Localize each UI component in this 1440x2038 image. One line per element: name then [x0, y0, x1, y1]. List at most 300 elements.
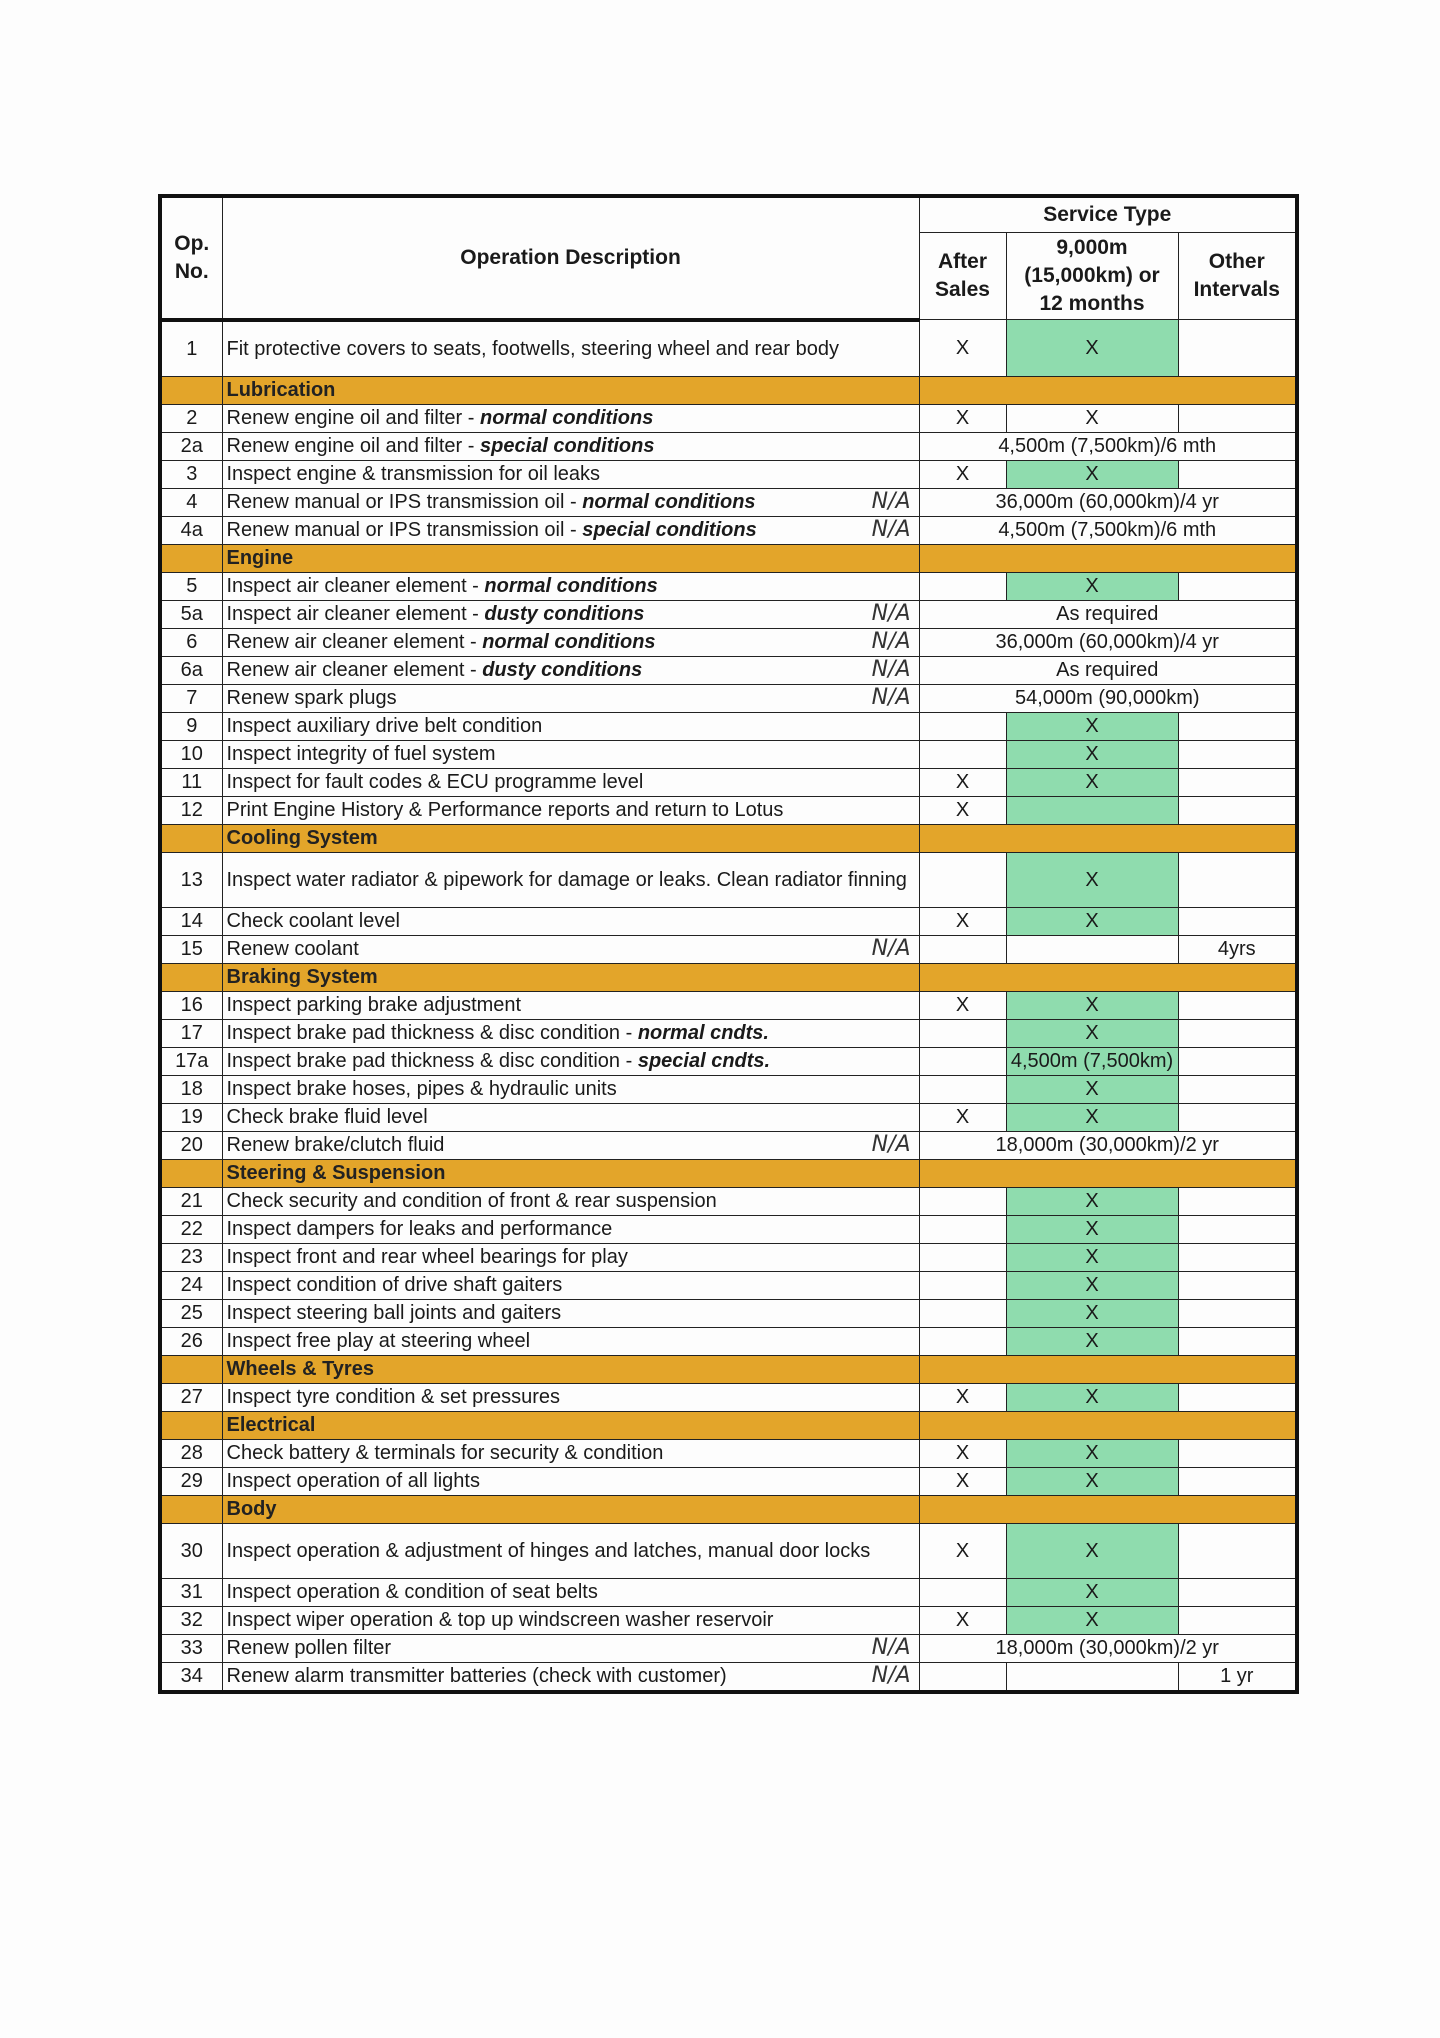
table-row: [160, 712, 1297, 740]
section-header-row: [160, 1411, 1297, 1439]
interval-span-cell: As required: [919, 600, 1297, 628]
other-interval-mark: [1178, 852, 1297, 907]
other-interval-mark: [1178, 712, 1297, 740]
op-number: 24: [160, 1271, 222, 1299]
operation-description: [222, 320, 919, 377]
service-9000-mark: X: [1006, 1019, 1178, 1047]
operation-description: [222, 1299, 919, 1327]
description-text: Inspect front and rear wheel bearings for play: [226, 1246, 628, 1268]
section-header-row: [160, 963, 1297, 991]
operation-description: [222, 1019, 919, 1047]
other-interval-mark: [1178, 1467, 1297, 1495]
other-interval-mark: [1178, 907, 1297, 935]
operation-description: [222, 600, 919, 628]
after-sales-mark: [919, 1327, 1006, 1355]
after-sales-mark: [919, 852, 1006, 907]
description-text: Inspect wiper operation & top up windscreen washer reservoir: [226, 1609, 774, 1631]
schedule-body: [160, 320, 1297, 1692]
section-header-row: [160, 1495, 1297, 1523]
table-row: [160, 320, 1297, 377]
handwritten-na-note: N/A: [871, 628, 911, 654]
operation-description: [222, 991, 919, 1019]
op-number: 17: [160, 1019, 222, 1047]
op-number: 2a: [160, 432, 222, 460]
description-text: Renew alarm transmitter batteries (check with customer): [226, 1665, 727, 1687]
description-text: Inspect air cleaner element -: [226, 575, 485, 597]
table-row: [160, 600, 1297, 628]
service-9000-mark: [1006, 796, 1178, 824]
description-text: Inspect operation & adjustment of hinges and latches, manual door locks: [226, 1539, 871, 1562]
table-row: [160, 1047, 1297, 1075]
after-sales-mark: X: [919, 1439, 1006, 1467]
after-sales-mark: [919, 572, 1006, 600]
section-fill-cell: [919, 1355, 1297, 1383]
op-number: 9: [160, 712, 222, 740]
service-9000-mark: [1006, 1662, 1178, 1692]
operation-description: [222, 1578, 919, 1606]
description-text: Renew engine oil and filter -: [226, 407, 480, 429]
op-number: 18: [160, 1075, 222, 1103]
other-interval-mark: [1178, 320, 1297, 377]
description-text: Renew manual or IPS transmission oil -: [226, 491, 583, 513]
service-9000-mark: X: [1006, 1075, 1178, 1103]
other-interval-mark: [1178, 572, 1297, 600]
interval-span-cell: 36,000m (60,000km)/4 yr: [919, 488, 1297, 516]
description-text: Renew coolant: [226, 938, 359, 960]
condition-qualifier: special conditions: [582, 519, 757, 541]
table-row: [160, 991, 1297, 1019]
after-sales-mark: X: [919, 1467, 1006, 1495]
operation-description: [222, 1103, 919, 1131]
op-number: 20: [160, 1131, 222, 1159]
after-sales-mark: X: [919, 1523, 1006, 1578]
handwritten-na-note: N/A: [871, 684, 911, 710]
table-row: [160, 768, 1297, 796]
op-number: 25: [160, 1299, 222, 1327]
section-header-row: [160, 376, 1297, 404]
table-row: [160, 1131, 1297, 1159]
op-number: 13: [160, 852, 222, 907]
table-row: [160, 1271, 1297, 1299]
operation-description: [222, 488, 919, 516]
table-row: [160, 1075, 1297, 1103]
op-number: 21: [160, 1187, 222, 1215]
after-sales-mark: X: [919, 907, 1006, 935]
section-label: Engine: [222, 544, 919, 572]
service-9000-mark: X: [1006, 1271, 1178, 1299]
condition-qualifier: dusty conditions: [482, 659, 643, 681]
operation-description: [222, 1634, 919, 1662]
table-row: [160, 1578, 1297, 1606]
service-9000-mark: X: [1006, 1467, 1178, 1495]
other-interval-mark: [1178, 1075, 1297, 1103]
other-interval-mark: [1178, 1215, 1297, 1243]
section-header-row: [160, 1355, 1297, 1383]
description-text: Inspect dampers for leaks and performance: [226, 1218, 613, 1240]
other-interval-mark: [1178, 1439, 1297, 1467]
operation-description: [222, 1606, 919, 1634]
after-sales-mark: [919, 1047, 1006, 1075]
section-fill-cell: [919, 1159, 1297, 1187]
other-interval-mark: [1178, 1187, 1297, 1215]
service-9000-mark: 4,500m (7,500km): [1006, 1047, 1178, 1075]
operation-description: [222, 1523, 919, 1578]
operation-description: [222, 1075, 919, 1103]
description-text: Renew brake/clutch fluid: [226, 1134, 445, 1156]
condition-qualifier: normal cndts.: [637, 1022, 769, 1044]
table-row: [160, 1606, 1297, 1634]
service-9000-mark: X: [1006, 852, 1178, 907]
service-9000-mark: X: [1006, 907, 1178, 935]
description-text: Check coolant level: [226, 910, 400, 932]
other-interval-mark: [1178, 1606, 1297, 1634]
table-row: [160, 1103, 1297, 1131]
service-9000-mark: X: [1006, 768, 1178, 796]
condition-qualifier: special cndts.: [637, 1050, 771, 1072]
other-interval-mark: [1178, 1523, 1297, 1578]
section-fill-cell: [919, 1495, 1297, 1523]
op-number: 4a: [160, 516, 222, 544]
op-number: 23: [160, 1243, 222, 1271]
op-number: 14: [160, 907, 222, 935]
after-sales-mark: X: [919, 320, 1006, 377]
table-row: [160, 628, 1297, 656]
after-sales-mark: [919, 1578, 1006, 1606]
after-sales-mark: [919, 1187, 1006, 1215]
after-sales-mark: X: [919, 1606, 1006, 1634]
section-blank-cell: [160, 963, 222, 991]
after-sales-mark: X: [919, 460, 1006, 488]
description-text: Inspect steering ball joints and gaiters: [226, 1302, 562, 1324]
handwritten-na-note: N/A: [871, 1131, 911, 1157]
section-label: Body: [222, 1495, 919, 1523]
table-row: [160, 1215, 1297, 1243]
op-number: 15: [160, 935, 222, 963]
handwritten-na-note: N/A: [871, 488, 911, 514]
operation-description: [222, 1131, 919, 1159]
operation-description: [222, 1215, 919, 1243]
op-number: 10: [160, 740, 222, 768]
col-header-description: Operation Description: [222, 196, 919, 320]
table-row: [160, 796, 1297, 824]
after-sales-mark: [919, 1019, 1006, 1047]
table-row: [160, 684, 1297, 712]
description-text: Fit protective covers to seats, footwells, steering wheel and rear body: [226, 337, 840, 360]
col-header-service-type: Service Type: [919, 196, 1297, 233]
interval-span-cell: 54,000m (90,000km): [919, 684, 1297, 712]
section-header-row: [160, 824, 1297, 852]
table-row: [160, 1662, 1297, 1692]
section-header-row: [160, 544, 1297, 572]
after-sales-mark: X: [919, 991, 1006, 1019]
table-row: [160, 1439, 1297, 1467]
handwritten-na-note: N/A: [871, 516, 911, 542]
section-blank-cell: [160, 1159, 222, 1187]
op-number: 33: [160, 1634, 222, 1662]
section-fill-cell: [919, 963, 1297, 991]
service-9000-mark: X: [1006, 1299, 1178, 1327]
operation-description: [222, 1327, 919, 1355]
description-text: Inspect auxiliary drive belt condition: [226, 715, 543, 737]
service-9000-mark: X: [1006, 712, 1178, 740]
op-number: 12: [160, 796, 222, 824]
after-sales-mark: X: [919, 796, 1006, 824]
after-sales-mark: X: [919, 768, 1006, 796]
condition-qualifier: normal conditions: [582, 491, 756, 513]
condition-qualifier: dusty conditions: [484, 603, 645, 625]
operation-description: [222, 1383, 919, 1411]
other-interval-mark: [1178, 1327, 1297, 1355]
section-label: Lubrication: [222, 376, 919, 404]
op-number: 30: [160, 1523, 222, 1578]
operation-description: [222, 1187, 919, 1215]
description-text: Check brake fluid level: [226, 1106, 428, 1128]
condition-qualifier: normal conditions: [482, 631, 656, 653]
service-9000-mark: X: [1006, 991, 1178, 1019]
op-number: 34: [160, 1662, 222, 1692]
op-number: 16: [160, 991, 222, 1019]
section-blank-cell: [160, 544, 222, 572]
other-interval-mark: [1178, 404, 1297, 432]
interval-span-cell: As required: [919, 656, 1297, 684]
after-sales-mark: X: [919, 404, 1006, 432]
after-sales-mark: [919, 712, 1006, 740]
table-row: [160, 1383, 1297, 1411]
after-sales-mark: X: [919, 1103, 1006, 1131]
other-interval-mark: [1178, 740, 1297, 768]
after-sales-mark: [919, 1662, 1006, 1692]
table-row: [160, 1523, 1297, 1578]
section-blank-cell: [160, 1495, 222, 1523]
op-number: 17a: [160, 1047, 222, 1075]
table-row: [160, 1327, 1297, 1355]
other-interval-mark: [1178, 991, 1297, 1019]
after-sales-mark: [919, 935, 1006, 963]
description-text: Inspect brake pad thickness & disc condition -: [226, 1022, 638, 1044]
section-blank-cell: [160, 1411, 222, 1439]
op-number: 27: [160, 1383, 222, 1411]
description-text: Inspect operation of all lights: [226, 1470, 480, 1492]
description-text: Check security and condition of front & rear suspension: [226, 1190, 717, 1212]
table-row: [160, 1299, 1297, 1327]
service-9000-mark: X: [1006, 1523, 1178, 1578]
table-row: [160, 1187, 1297, 1215]
service-9000-mark: [1006, 935, 1178, 963]
interval-span-cell: 36,000m (60,000km)/4 yr: [919, 628, 1297, 656]
description-text: Check battery & terminals for security & condition: [226, 1442, 664, 1464]
table-row: [160, 432, 1297, 460]
table-row: [160, 935, 1297, 963]
description-text: Renew spark plugs: [226, 687, 397, 709]
service-9000-mark: X: [1006, 1606, 1178, 1634]
description-text: Inspect tyre condition & set pressures: [226, 1386, 560, 1408]
description-text: Inspect parking brake adjustment: [226, 994, 522, 1016]
description-text: Inspect for fault codes & ECU programme level: [226, 771, 644, 793]
service-9000-mark: X: [1006, 572, 1178, 600]
other-interval-mark: [1178, 768, 1297, 796]
op-number: 26: [160, 1327, 222, 1355]
operation-description: [222, 1439, 919, 1467]
interval-span-cell: 4,500m (7,500km)/6 mth: [919, 432, 1297, 460]
other-interval-mark: [1178, 1019, 1297, 1047]
after-sales-mark: [919, 1075, 1006, 1103]
description-text: Renew air cleaner element -: [226, 631, 483, 653]
operation-description: [222, 935, 919, 963]
description-text: Inspect integrity of fuel system: [226, 743, 496, 765]
op-number: 19: [160, 1103, 222, 1131]
other-interval-mark: [1178, 1383, 1297, 1411]
description-text: Inspect water radiator & pipework for damage or leaks. Clean radiator finning: [226, 868, 907, 891]
service-9000-mark: X: [1006, 1243, 1178, 1271]
section-fill-cell: [919, 1411, 1297, 1439]
description-text: Inspect engine & transmission for oil leaks: [226, 463, 601, 485]
description-text: Renew pollen filter: [226, 1637, 392, 1659]
other-interval-mark: 4yrs: [1178, 935, 1297, 963]
table-row: [160, 460, 1297, 488]
section-fill-cell: [919, 824, 1297, 852]
description-text: Inspect brake hoses, pipes & hydraulic units: [226, 1078, 617, 1100]
other-interval-mark: [1178, 1271, 1297, 1299]
operation-description: [222, 1271, 919, 1299]
table-row: [160, 488, 1297, 516]
handwritten-na-note: N/A: [871, 935, 911, 961]
condition-qualifier: normal conditions: [484, 575, 658, 597]
operation-description: [222, 796, 919, 824]
operation-description: [222, 516, 919, 544]
operation-description: [222, 1047, 919, 1075]
service-schedule-table: [158, 194, 1299, 1694]
section-fill-cell: [919, 544, 1297, 572]
col-header-other-intervals: Other Intervals: [1178, 233, 1297, 320]
op-number: 5: [160, 572, 222, 600]
handwritten-na-note: N/A: [871, 656, 911, 682]
op-number: 5a: [160, 600, 222, 628]
operation-description: [222, 852, 919, 907]
other-interval-mark: 1 yr: [1178, 1662, 1297, 1692]
operation-description: [222, 740, 919, 768]
service-9000-mark: X: [1006, 460, 1178, 488]
condition-qualifier: normal conditions: [479, 407, 654, 429]
handwritten-na-note: N/A: [871, 1662, 911, 1688]
service-9000-mark: X: [1006, 1327, 1178, 1355]
section-blank-cell: [160, 376, 222, 404]
op-number: 6: [160, 628, 222, 656]
handwritten-na-note: N/A: [871, 600, 911, 626]
op-number: 1: [160, 320, 222, 377]
service-9000-mark: X: [1006, 1578, 1178, 1606]
col-header-9000-interval: 9,000m (15,000km) or 12 months: [1006, 233, 1178, 320]
operation-description: [222, 460, 919, 488]
operation-description: [222, 712, 919, 740]
section-label: Braking System: [222, 963, 919, 991]
op-number: 4: [160, 488, 222, 516]
other-interval-mark: [1178, 460, 1297, 488]
op-number: 7: [160, 684, 222, 712]
interval-span-cell: 18,000m (30,000km)/2 yr: [919, 1131, 1297, 1159]
description-text: Renew engine oil and filter -: [226, 435, 480, 457]
service-9000-mark: X: [1006, 1439, 1178, 1467]
col-header-op-no: Op. No.: [160, 196, 222, 320]
condition-qualifier: special conditions: [479, 435, 655, 457]
op-number: 29: [160, 1467, 222, 1495]
description-text: Inspect condition of drive shaft gaiters: [226, 1274, 563, 1296]
after-sales-mark: X: [919, 1383, 1006, 1411]
description-text: Renew air cleaner element -: [226, 659, 483, 681]
interval-span-cell: 18,000m (30,000km)/2 yr: [919, 1634, 1297, 1662]
other-interval-mark: [1178, 1243, 1297, 1271]
op-number: 11: [160, 768, 222, 796]
service-9000-mark: X: [1006, 740, 1178, 768]
table-row: [160, 572, 1297, 600]
other-interval-mark: [1178, 1578, 1297, 1606]
interval-span-cell: 4,500m (7,500km)/6 mth: [919, 516, 1297, 544]
description-text: Inspect operation & condition of seat belts: [226, 1581, 598, 1603]
op-number: 2: [160, 404, 222, 432]
after-sales-mark: [919, 1215, 1006, 1243]
table-row: [160, 516, 1297, 544]
description-text: Print Engine History & Performance reports and return to Lotus: [226, 799, 784, 821]
table-row: [160, 1019, 1297, 1047]
section-label: Electrical: [222, 1411, 919, 1439]
section-header-row: [160, 1159, 1297, 1187]
op-number: 6a: [160, 656, 222, 684]
operation-description: [222, 1243, 919, 1271]
op-number: 32: [160, 1606, 222, 1634]
operation-description: [222, 1467, 919, 1495]
col-header-after-sales: After Sales: [919, 233, 1006, 320]
table-row: [160, 656, 1297, 684]
operation-description: [222, 572, 919, 600]
after-sales-mark: [919, 1271, 1006, 1299]
description-text: Inspect brake pad thickness & disc condition -: [226, 1050, 638, 1072]
service-9000-mark: X: [1006, 1187, 1178, 1215]
operation-description: [222, 628, 919, 656]
other-interval-mark: [1178, 1103, 1297, 1131]
section-blank-cell: [160, 1355, 222, 1383]
operation-description: [222, 432, 919, 460]
section-label: Cooling System: [222, 824, 919, 852]
service-9000-mark: X: [1006, 404, 1178, 432]
operation-description: [222, 656, 919, 684]
table-row: [160, 740, 1297, 768]
other-interval-mark: [1178, 796, 1297, 824]
op-number: 31: [160, 1578, 222, 1606]
section-blank-cell: [160, 824, 222, 852]
operation-description: [222, 684, 919, 712]
after-sales-mark: [919, 740, 1006, 768]
op-number: 28: [160, 1439, 222, 1467]
table-row: [160, 852, 1297, 907]
service-9000-mark: X: [1006, 320, 1178, 377]
handwritten-na-note: N/A: [871, 1634, 911, 1660]
operation-description: [222, 907, 919, 935]
operation-description: [222, 404, 919, 432]
table-row: [160, 1243, 1297, 1271]
other-interval-mark: [1178, 1047, 1297, 1075]
service-9000-mark: X: [1006, 1103, 1178, 1131]
after-sales-mark: [919, 1299, 1006, 1327]
table-row: [160, 1634, 1297, 1662]
description-text: Renew manual or IPS transmission oil -: [226, 519, 583, 541]
table-row: [160, 1467, 1297, 1495]
after-sales-mark: [919, 1243, 1006, 1271]
section-label: Wheels & Tyres: [222, 1355, 919, 1383]
description-text: Inspect free play at steering wheel: [226, 1330, 531, 1352]
service-9000-mark: X: [1006, 1215, 1178, 1243]
operation-description: [222, 1662, 919, 1692]
other-interval-mark: [1178, 1299, 1297, 1327]
table-row: [160, 907, 1297, 935]
